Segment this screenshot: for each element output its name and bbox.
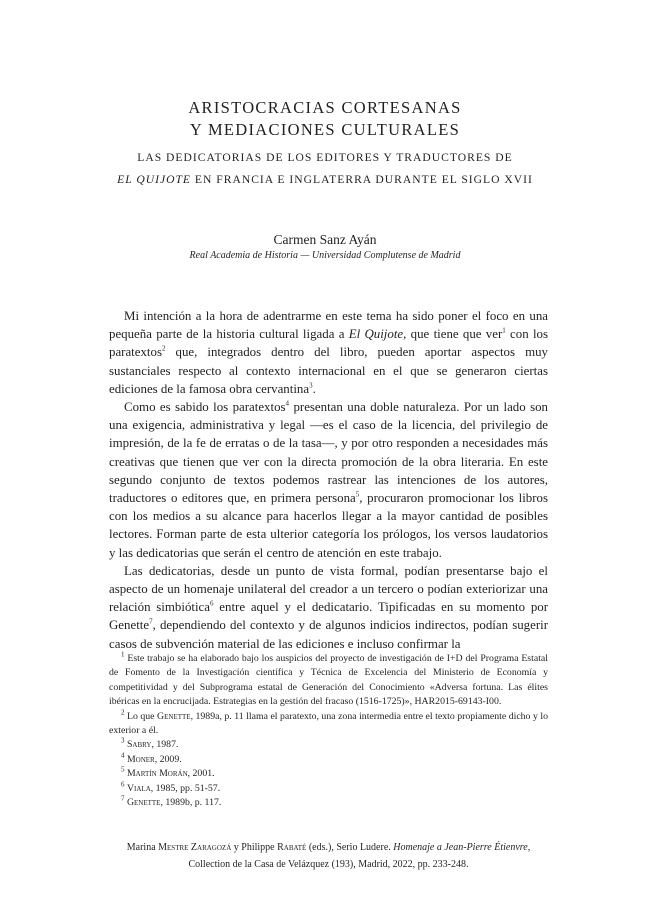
subtitle-line-2-rest: EN FRANCIA E INGLATERRA DURANTE EL SIGLO XVII: [191, 173, 533, 186]
p1-text-d: que, integrados dentro del libro, pueden aportar aspectos muy sustanciales respecto al contexto internacional en el que se generaron ciertas ediciones de la famosa obra cervantina: [109, 345, 548, 396]
footnote-ref-6[interactable]: 6: [210, 599, 214, 608]
footnote-number: 1: [121, 650, 125, 659]
footnotes: [109, 652, 548, 810]
p3-text-b: entre aquel y el dedicatario. Tipificadas en su momento por Genette: [109, 600, 549, 633]
footnote-text: , 2001.: [187, 768, 215, 780]
footnote-number: 7: [121, 794, 125, 803]
footnote-text: Este trabajo se ha elaborado bajo los auspicios del proyecto de investigación de I+D del Programa Estatal de Fomento de la Investigación científica y Técnica de Excelencia del Ministerio de Economía y competitividad y del Subprograma estatal de Generación del Conocimiento «Adversa fortuna. Las élites ibéricas en la encrucijada. Estrategias en la gestión del fracaso (1516-1725)», HAR2015-69143-I00.: [109, 653, 548, 708]
citation-text-c: (eds.), Serio Ludere.: [306, 842, 394, 853]
footnote-author: Genette: [126, 797, 161, 809]
p1-italic: El Quijote: [348, 327, 404, 342]
footnote-5: [109, 767, 548, 781]
paragraph-3: [109, 562, 548, 653]
p1-text-e: .: [312, 381, 316, 396]
p1-text-b: , que tiene que ver: [403, 327, 503, 342]
paragraph-1: [109, 307, 548, 398]
footnote-7: [109, 796, 548, 810]
subtitle-line-1: LAS DEDICATORIAS DE LOS EDITORES Y TRADUCTORES DE: [137, 151, 513, 164]
p1-text-c: con los paratextos: [109, 327, 548, 360]
p1-text-a: Mi intención a la hora de adentrarme en este tema ha sido poner el foco en una pequeña parte de la historia cultural ligada a: [109, 309, 548, 342]
footnote-ref-7[interactable]: 7: [149, 618, 153, 627]
page-title-line-2: Y MEDIACIONES CULTURALES: [189, 120, 461, 139]
p3-text-a: Las dedicatorias, desde un punto de vista formal, podían presentarse bajo el aspecto de un homenaje unilateral del creador a un tercero o podían exteriorizar una relación simbiótica: [109, 563, 548, 615]
author-affiliation: Real Academia de Historia — Universidad Complutense de Madrid: [189, 250, 461, 261]
citation-editor-1: Mestre Zaragozá: [158, 842, 232, 853]
footnote-author: Martín Morán: [126, 768, 188, 780]
paragraph-2: [109, 398, 548, 562]
footnote-author: Viala: [126, 782, 151, 794]
p2-text-b: presentan una doble naturaleza. Por un lado son una exigencia, administrativa y legal —es el caso de la licencia, del privilegio de impresión, de la fe de erratas o de la tasa—, y por otro responden a necesidades más creativas que tienen que ver con la directa promoción de la obra literaria. En este segundo conjunto de textos podemos rastrear las intenciones de los autores, traductores o editores que, en primera persona: [109, 400, 548, 506]
p2-text-c: , procuraron promocionar los libros con los medios a su alcance para hacerlos llegar a la mayor cantidad de posibles lectores. Forman parte de esta ulterior categoría los prólogos, los versos laudatorios y las dedicatorias que serán el centro de atención en este trabajo.: [109, 491, 548, 560]
page-title-line-1: ARISTOCRACIAS CORTESANAS: [188, 98, 462, 117]
footnote-ref-2[interactable]: 2: [161, 345, 166, 354]
citation-footer: [109, 840, 548, 873]
p3-text-c: , dependiendo del contexto y de algunos indicios indirectos, podían sugerir casos de subvención material de las ediciones e incluso confirmar la: [109, 618, 548, 651]
citation-text-b: y Philippe: [231, 842, 278, 853]
footnote-number: 5: [121, 765, 125, 774]
footnote-ref-3[interactable]: 3: [309, 381, 313, 390]
citation-text-d: ,: [527, 842, 531, 853]
citation-line-2: Collection de la Casa de Velázquez (193), Madrid, 2022, pp. 233-248.: [188, 858, 469, 870]
footnote-text: , 2009.: [154, 753, 182, 765]
footnote-text: , 1989b, p. 117.: [160, 797, 222, 809]
footnote-number: 2: [121, 708, 125, 717]
citation-text-a: Marina: [126, 842, 159, 853]
subtitle-line-2: [0, 172, 650, 188]
citation-line-1: [109, 840, 548, 857]
footnote-author: Genette: [157, 710, 191, 722]
footnote-author: Sabry: [126, 739, 152, 751]
footnote-ref-5[interactable]: 5: [355, 490, 360, 499]
body-text: [109, 307, 548, 653]
footnote-text: , 1987.: [151, 739, 179, 751]
footnote-2: [109, 710, 548, 739]
footnote-6: [109, 782, 548, 796]
footnote-number: 4: [121, 751, 125, 760]
author-name: Carmen Sanz Ayán: [273, 232, 377, 247]
footnote-author: Moner: [126, 753, 155, 765]
footnote-ref-4[interactable]: 4: [285, 399, 290, 408]
footnote-3: [109, 738, 548, 752]
footnote-text: , 1989a, p. 11 llama el paratexto, una zona intermedia entre el texto propiamente dicho y lo exterior a él.: [109, 710, 548, 737]
footnote-number: 3: [121, 737, 125, 746]
footnote-ref-1[interactable]: 1: [502, 326, 506, 335]
footnote-pre: Lo que: [124, 710, 158, 722]
footnote-number: 6: [121, 780, 125, 789]
citation-editor-2: Rabaté: [277, 842, 307, 853]
citation-book-title: Homenaje a Jean-Pierre Étienvre: [393, 842, 528, 853]
subtitle-italic-title: EL QUIJOTE: [117, 173, 192, 186]
footnote-4: [109, 753, 548, 767]
p2-text-a: Como es sabido los paratextos: [124, 400, 286, 415]
footnote-text: , 1985, pp. 51-57.: [150, 782, 221, 794]
footnote-1: [109, 652, 548, 710]
